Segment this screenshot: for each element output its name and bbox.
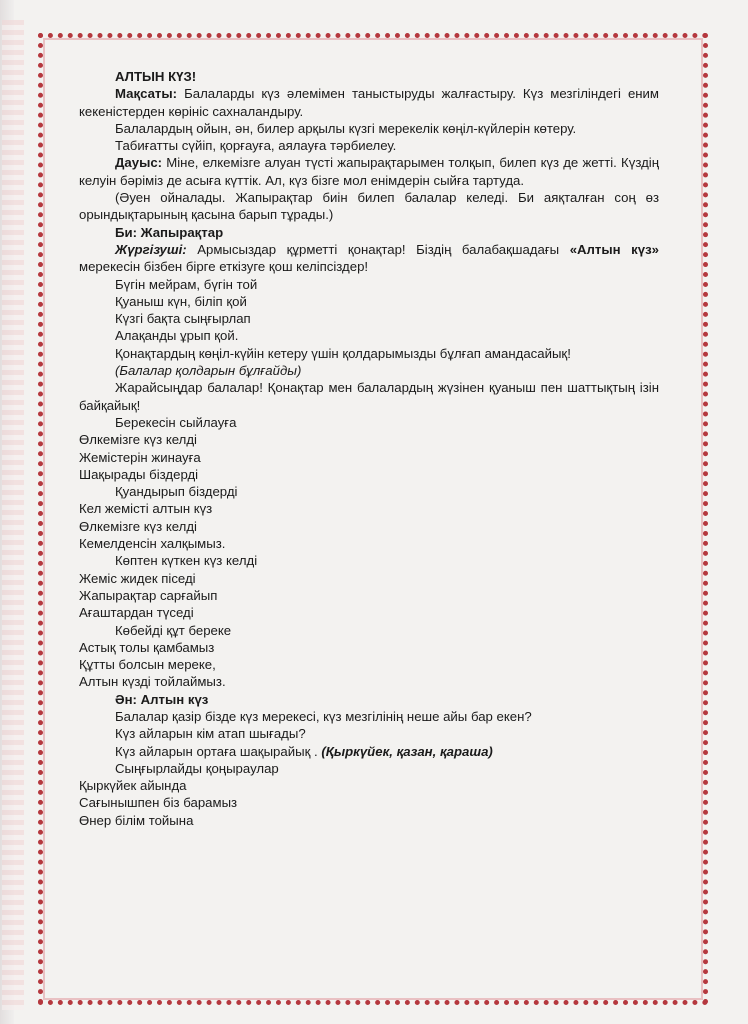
- question-line: Балалар қазір бізде күз мерекесі, күз мезгілінің неше айы бар екен?: [115, 708, 532, 724]
- poem-line: Өлкемізге күз келді: [79, 518, 197, 534]
- praise-paragraph: Жарайсыңдар балалар! Қонақтар мен балалардың жүзінен қуаныш пен шаттықтың ізін байқайық!: [79, 380, 659, 413]
- poem-line: Берекесін сыйлауға: [115, 414, 237, 430]
- dance-heading: Би: Жапырақтар: [115, 224, 224, 240]
- poem-line: Өлкемізге күз келді: [79, 432, 197, 448]
- poem-line: Көбейді құт береке: [115, 622, 232, 638]
- poem-line: Көптен күткен күз келді: [115, 553, 258, 569]
- goal-paragraph: [79, 85, 659, 120]
- document-body: [79, 68, 659, 829]
- poem-line: Қыркүйек айында: [79, 778, 187, 794]
- goal-paragraph-3: Табиғатты сүйіп, қорғауға, аялауға тәрбиелеу.: [115, 138, 397, 154]
- poem-line: Күзгі бақта сыңғырлап: [115, 311, 251, 327]
- question-text: Күз айларын ортаға шақырайық .: [115, 743, 318, 759]
- question-line: [79, 743, 659, 760]
- poem-line: Кемелденсін халқымыз.: [79, 536, 226, 552]
- poem-line: Өнер білім тойына: [79, 812, 194, 828]
- question-line: Күз айларын кім атап шығады?: [115, 726, 306, 742]
- poem-line: Алақанды ұрып қой.: [115, 328, 239, 344]
- poem-line: Қуаныш күн, біліп қой: [115, 293, 247, 309]
- host-bold-phrase: «Алтын күз»: [569, 241, 659, 257]
- poem-line: Кел жемісті алтын күз: [79, 501, 213, 517]
- host-text-2: мерекесін бізбен бірге еткізуге қош келіпсіздер!: [79, 259, 369, 275]
- poem-line: Құтты болсын мереке,: [79, 657, 216, 673]
- poem-line: Жапырақтар сарғайып: [79, 587, 218, 603]
- song-heading: Ән: Алтын күз: [115, 691, 209, 707]
- poem-line: Жемістерін жинауға: [79, 449, 201, 465]
- poem-line: Ағаштардан түседі: [79, 605, 194, 621]
- host-label: Жүргізуші:: [115, 241, 187, 257]
- voice-label: Дауыс:: [115, 155, 163, 171]
- poem-line: Алтын күзді тойлаймыз.: [79, 674, 226, 690]
- decorative-strip: [2, 20, 24, 1010]
- voice-text: Міне, елкемізге алуан түсті жапырақтарымен толқып, билеп күз де жетті. Күздің келуін бәріміз де асыға күттік. Ал, күз бізге мол енімдерін сыйға тартуда.: [79, 155, 659, 188]
- poem-line: Жеміс жидек піседі: [79, 570, 196, 586]
- stage-note: (Әуен ойналады. Жапырақтар биін билеп балалар келеді. Би аяқталған соң өз орындықтарының қасына барып тұрады.): [79, 190, 659, 223]
- goal-text: Балаларды күз әлемімен таныстыруды жалғастыру. Күз мезгіліндегі еним кекеністерден көрініс сахналандыру.: [79, 86, 659, 119]
- voice-paragraph: [79, 154, 659, 189]
- poem-line: Шақырады біздерді: [79, 466, 199, 482]
- greet-note: (Балалар қолдарын бұлғайды): [115, 363, 302, 379]
- poem-line: Астық толы қамбамыз: [79, 639, 215, 655]
- goal-paragraph-2: Балалардың ойын, ән, билер арқылы күзгі мерекелік көңіл-күйлерін көтеру.: [115, 120, 577, 136]
- poem-line: Сағынышпен біз барамыз: [79, 795, 238, 811]
- host-paragraph: [79, 241, 659, 276]
- host-text: Армысыздар құрметті қонақтар! Біздің балабақшадағы: [186, 241, 560, 257]
- poem-line: Қуандырып біздерді: [115, 484, 238, 500]
- poem-line: Сыңғырлайды қоңыраулар: [115, 760, 279, 776]
- goal-label: Мақсаты:: [115, 86, 178, 102]
- document-title: АЛТЫН КҮЗ!: [115, 69, 197, 84]
- greet-paragraph: Қонақтардың көңіл-күйін кетеру үшін қолдарымызды бұлғап амандасайық!: [115, 345, 571, 361]
- poem-line: Бүгін мейрам, бүгін той: [115, 276, 258, 292]
- months-note: (Қыркүйек, қазан, қараша): [321, 743, 493, 759]
